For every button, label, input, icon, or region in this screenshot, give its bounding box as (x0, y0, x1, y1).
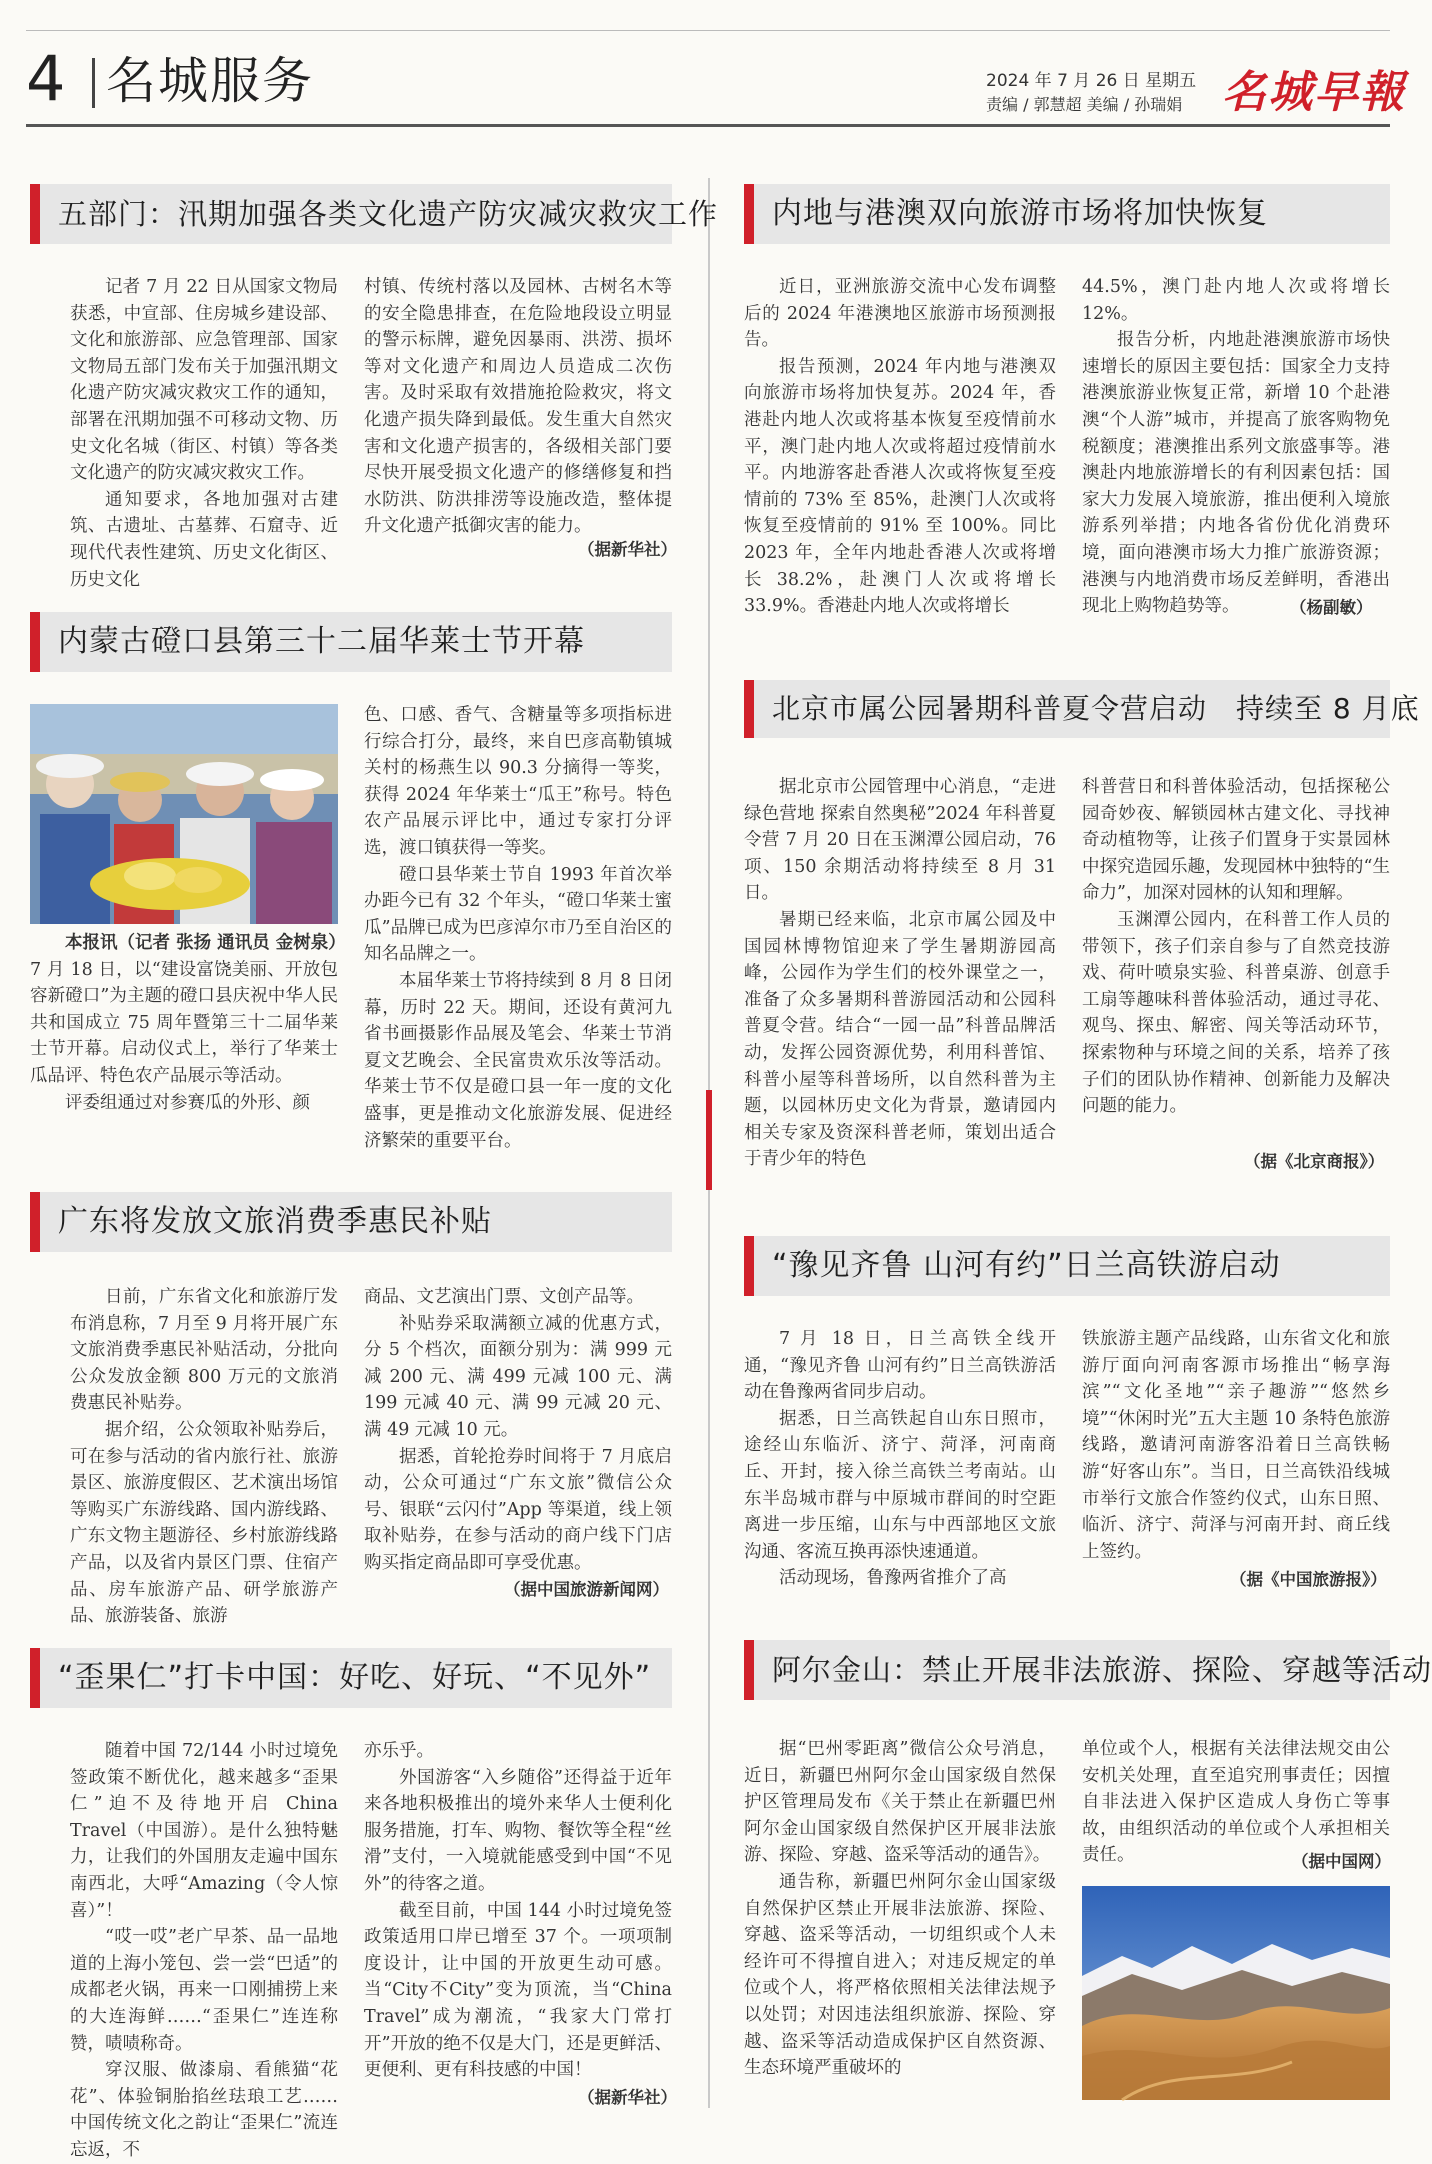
desert-mountain-image (1082, 1886, 1390, 2100)
article-a3-col1 (70, 1284, 338, 1627)
paragraph: 据“巴州零距离”微信公众号消息，近日，新疆巴州阿尔金山国家级自然保护区管理局发布《关于禁止在新疆巴州阿尔金山国家级自然保护区开展非法旅游、探险、穿越、盗采等活动的通告》。 (744, 1739, 1056, 1866)
paragraph: 本届华莱士节将持续到 8 月 8 日闭幕，历时 22 天。期间，还设有黄河九省书画摄影作品展及笔会、华莱士节消夏文艺晚会、全民富贵欢乐汝等活动。华莱士节不仅是磴口县一年一度的文化盛事，更是推动文化旅游发展、促进经济繁荣的重要平台。 (364, 970, 672, 1151)
paragraph: 色、口感、香气、含糖量等多项指标进行综合打分，最终，来自巴彦高勒镇城关村的杨燕生以 90.3 分摘得一等奖，获得 2024 年华莱士“瓜王”称号。特色农产品展示评比中，通过专家打分评选，渡口镇获得一等奖。 (364, 705, 672, 858)
article-b3-source: （据《中国旅游报》） (1230, 1570, 1387, 1589)
headline-a4 (30, 1648, 672, 1708)
photo-altun-mountains (1082, 1886, 1390, 2100)
article-a2-col2 (364, 702, 672, 1151)
headline-b2 (744, 680, 1420, 738)
headline-text: “歪果仁”打卡中国：好吃、好玩、“不见外” (58, 1660, 652, 1695)
byline: 本报讯（记者 张扬 通讯员 金树泉） (65, 933, 346, 953)
festival-crowd-image (30, 704, 338, 924)
page-number: 4 (26, 42, 66, 115)
paragraph: 亦乐乎。 (364, 1741, 434, 1761)
paragraph: 7 月 18 日，日兰高铁全线开通，“豫见齐鲁 山河有约”日兰高铁游活动在鲁豫两省同步启动。 (744, 1329, 1056, 1403)
paragraph: 报告预测，2024 年内地与港澳双向旅游市场将加快复苏。2024 年，香港赴内地人次或将基本恢复至疫情前水平，澳门赴内地人次或将超过疫情前水平。内地游客赴香港人次或将恢复至疫情前的 73% 至 85%，赴澳门人次或将恢复至疫情前的 91% 至 100%。同比 2023 年，全年内地赴香港人次或将增长 38.2%，赴澳门人次或将增长 33.9%。香港赴内地人次或将增长 (744, 356, 1056, 617)
paragraph: 44.5%，澳门赴内地人次或将增长 12%。 (1082, 277, 1390, 324)
headline-marker (30, 612, 40, 672)
article-b4-source: （据中国网） (1292, 1852, 1391, 1871)
editors-credit: 责编 / 郭慧超 美编 / 孙瑞娟 (986, 95, 1183, 114)
paragraph: 活动现场，鲁豫两省推介了高 (779, 1568, 1007, 1589)
article-a2-col1 (30, 930, 346, 1130)
paragraph: 科普营日和科普体验活动，包括探秘公园奇妙夜、解锁园林古建文化、寻找神奇动植物等，让孩子们置身于实景园林中探究造园乐趣，发现园林中独特的“生命力”，加深对园林的认知和理解。 (1082, 777, 1390, 904)
paragraph: 单位或个人，根据有关法律法规交由公安机关处理，直至追究刑事责任；因擅自非法进入保护区造成人身伤亡等事故，由组织活动的单位或个人承担相关责任。 (1082, 1739, 1390, 1866)
article-b2-col1 (744, 774, 1056, 1178)
article-b3-col1 (744, 1326, 1056, 1590)
paragraph: 村镇、传统村落以及园林、古树名木等的安全隐患排查，在危险地段设立明显的警示标牌，避免因暴雨、洪涝、损坏等对文化遗产和周边人员造成二次伤害。及时采取有效措施抢险救灾，将文化遗产损失降到最低。发生重大自然灾害和文化遗产损害的，各级相关部门要尽快开展受损文化遗产的修缮修复和挡水防洪、防洪排涝等设施改造，整体提升文化遗产抵御灾害的能力。 (364, 277, 672, 537)
paragraph: 外国游客“入乡随俗”还得益于近年来各地积极推出的境外来华人士便利化服务措施，打车、购物、餐饮等全程“丝滑”支付，一入境就能感受到中国“不见外”的待客之道。 (364, 1767, 672, 1894)
headline-a1 (30, 184, 719, 244)
headline-b4 (744, 1640, 1432, 1700)
paragraph: 7 月 18 日，以“建设富饶美丽、开放包容新磴口”为主题的磴口县庆祝中华人民共和国成立 75 周年暨第三十二届华莱士节开幕。启动仪式上，举行了华莱士瓜品评、特色农产品展示等活动。 (30, 959, 338, 1086)
headline-b3 (744, 1236, 1390, 1296)
headline-text: 五部门：汛期加强各类文化遗产防灾减灾救灾工作 (58, 197, 719, 231)
article-b1-col1 (744, 274, 1056, 620)
article-b3-col2 (1082, 1326, 1390, 1564)
paragraph: 据悉，日兰高铁起自山东日照市，途经山东临沂、济宁、菏泽，河南商丘、开封，接入徐兰高铁兰考南站。山东半岛城市群与中原城市群间的时空距离进一步压缩，山东与中西部地区文旅沟通、客流互换再添快速通道。 (744, 1408, 1056, 1562)
paragraph: 商品、文艺演出门票、文创产品等。 (364, 1287, 644, 1307)
article-a3-source: （据中国旅游新闻网） (504, 1580, 669, 1599)
paragraph: 据悉，首轮抢券时间将于 7 月底启动，公众可通过“广东文旅”微信公众号、银联“云闪付”App 等渠道，线上领取补贴券，在参与活动的商户线下门店购买指定商品即可享受优惠。 (364, 1446, 672, 1573)
paragraph: 铁旅游主题产品线路，山东省文化和旅游厅面向河南客源市场推出“畅享海滨”“文化圣地”“亲子趣游”“悠然乡境”“休闲时光”五大主题 10 条特色旅游线路，邀请河南游客沿着日兰高铁畅游“好客山东”。当日，日兰高铁沿线城市举行文旅合作签约仪式，山东日照、临沂、济宁、菏泽与河南开封、商丘线上签约。 (1082, 1329, 1390, 1562)
paragraph: 记者 7 月 22 日从国家文物局获悉，中宣部、住房城乡建设部、文化和旅游部、应急管理部、国家文物局五部门发布关于加强汛期文化遗产防灾减灾救灾工作的通知，部署在汛期加强不可移动文物、历史文化名城（街区、村镇）等各类文化遗产的防灾减灾救灾工作。 (70, 277, 338, 484)
paragraph: 报告分析，内地赴港澳旅游市场快速增长的原因主要包括：国家全力支持港澳旅游业恢复正常，新增 10 个赴港澳“个人游”城市，并提高了旅客购物免税额度；港澳推出系列文旅盛事等。港澳赴内地旅游增长的有利因素包括：国家大力发展入境旅游，推出便利入境旅游系列举措；内地各省份优化消费环境，面向港澳市场大力推广旅游资源；港澳与内地消费市场反差鲜明，香港出现北上购物趋势等。 (1082, 330, 1390, 617)
paragraph: 玉渊潭公园内，在科普工作人员的带领下，孩子们亲自参与了自然竞技游戏、荷叶喷泉实验、科普桌游、创意手工扇等趣味科普体验活动，通过寻花、观鸟、探虫、解密、闯关等活动环节，探索物种与环境之间的关系，培养了孩子们的团队协作精神、创新能力及解决问题的能力。 (1082, 909, 1390, 1117)
masthead-rule (26, 124, 1390, 127)
section-title: 名城服务 (106, 52, 314, 110)
paragraph: 评委组通过对参赛瓜的外形、颜 (65, 1092, 310, 1113)
paragraph: 日前，广东省文化和旅游厅发布消息称，7 月至 9 月将开展广东文旅消费季惠民补贴活动，分批向公众发放金额 800 万元的文旅消费惠民补贴券。 (70, 1287, 338, 1414)
headline-marker (30, 1192, 40, 1252)
headline-marker (744, 184, 754, 244)
paragraph: 截至目前，中国 144 小时过境免签政策适用口岸已增至 37 个。一项项制度设计，让中国的开放更生动可感。当“City不City”变为顶流，当“China Travel”成为潮流，“我家大门常打开”开放的绝不仅是大门，还是更鲜活、更便利、更有科技感的中国！ (364, 1900, 672, 2081)
article-a3-col2 (364, 1284, 672, 1574)
headline-text: “豫见齐鲁 山河有约”日兰高铁游启动 (772, 1248, 1281, 1283)
paragraph: 通告称，新疆巴州阿尔金山国家级自然保护区禁止开展非法旅游、探险、穿越、盗采等活动，一切组织或个人未经许可不得擅自进入；对违反规定的单位或个人，将严格依照相关法律法规予以处罚；对因违法组织旅游、探险、穿越、盗采等活动造成保护区自然资源、生态环境严重破坏的 (744, 1871, 1056, 2079)
headline-text: 内地与港澳双向旅游市场将加快恢复 (772, 196, 1268, 231)
masthead-divider (92, 58, 95, 108)
paragraph: 补贴券采取满额立减的优惠方式，分 5 个档次，面额分别为：满 999 元减 200 元、满 499 元减 100 元、满 199 元减 40 元、满 99 元减 20 元、满 49 元减 10 元。 (364, 1313, 672, 1440)
article-a4-source: （据新华社） (578, 2088, 677, 2107)
paragraph: 近日，亚洲旅游交流中心发布调整后的 2024 年港澳地区旅游市场预测报告。 (744, 277, 1056, 351)
paragraph: 随着中国 72/144 小时过境免签政策不断优化，越来越多“歪果仁”迫不及待地开启 China Travel（中国游）。是什么独特魅力，让我们的外国朋友走遍中国东南西北，大呼“Amazing（令人惊喜）”！ (70, 1741, 338, 1921)
headline-marker (744, 1640, 754, 1700)
paragraph: 据北京市公园管理中心消息，“走进绿色营地 探索自然奥秘”2024 年科普夏令营 7 月 20 日在玉渊潭公园启动，76 项、150 余期活动将持续至 8 月 31 日。 (744, 777, 1056, 904)
paragraph: 磴口县华莱士节自 1993 年首次举办距今已有 32 个年头，“磴口华莱士蜜瓜”品牌已成为巴彦淖尔市乃至自治区的知名品牌之一。 (364, 864, 672, 965)
headline-text: 广东将发放文旅消费季惠民补贴 (58, 1204, 492, 1239)
paragraph: 据介绍，公众领取补贴券后，可在参与活动的省内旅行社、旅游景区、旅游度假区、艺术演出场馆等购买广东游线路、国内游线路、广东文物主题游径、乡村旅游线路产品，以及省内景区门票、住宿产品、房车旅游产品、研学旅游产品、旅游装备、旅游 (70, 1419, 338, 1627)
article-a4-col2 (364, 1738, 672, 2084)
paragraph: 通知要求，各地加强对古建筑、古遗址、古墓葬、石窟寺、近现代代表性建筑、历史文化街区、历史文化 (70, 489, 338, 590)
headline-text: 北京市属公园暑期科普夏令营启动 持续至 8 月底 (772, 692, 1420, 725)
article-a4-col1 (70, 1738, 338, 2160)
headline-marker (30, 184, 40, 244)
article-b4-col1 (744, 1736, 1056, 2108)
article-b1-source: （杨副敏） (1290, 598, 1373, 617)
newspaper-logo: 名城早報 (1222, 67, 1406, 118)
headline-a2 (30, 612, 672, 672)
headline-a3 (30, 1192, 672, 1252)
headline-text: 阿尔金山：禁止开展非法旅游、探险、穿越等活动 (772, 1653, 1432, 1687)
issue-date: 2024 年 7 月 26 日 星期五 (986, 71, 1197, 91)
paragraph: 暑期已经来临，北京市属公园及中国园林博物馆迎来了学生暑期游园高峰，公园作为学生们的校外课堂之一，准备了众多暑期科普游园活动和公园科普夏令营。结合“一园一品”科普品牌活动，发挥公园资源优势，利用科普馆、科普小屋等科普场所，以自然科普为主题，以园林历史文化为背景，邀请园内相关专家及资深科普老师，策划出适合于青少年的特色 (744, 909, 1056, 1170)
article-b2-source: （据《北京商报》） (1244, 1152, 1385, 1171)
headline-b1 (744, 184, 1390, 244)
paragraph: “哎一哎”老广早茶、品一品地道的上海小笼包、尝一尝“巴适”的成都老火锅，再来一口刚捕捞上来的大连海鲜……“歪果仁”连连称赞，啧啧称奇。 (70, 1927, 338, 2054)
article-a1-col2 (364, 274, 672, 538)
photo-watermelon-festival (30, 704, 338, 924)
headline-marker (744, 1236, 754, 1296)
column-divider-accent (706, 1090, 712, 1190)
article-a1-source: （据新华社） (578, 540, 677, 559)
top-rule (26, 30, 1390, 31)
article-b2-col2 (1082, 774, 1390, 1150)
headline-marker (30, 1648, 40, 1708)
article-a1-col1 (70, 274, 338, 590)
headline-text: 内蒙古磴口县第三十二届华莱士节开幕 (58, 624, 585, 659)
paragraph: 穿汉服、做漆扇、看熊猫“花花”、体验铜胎掐丝珐琅工艺……中国传统文化之韵让“歪果仁”流连忘返，不 (70, 2060, 338, 2160)
headline-marker (744, 680, 754, 738)
